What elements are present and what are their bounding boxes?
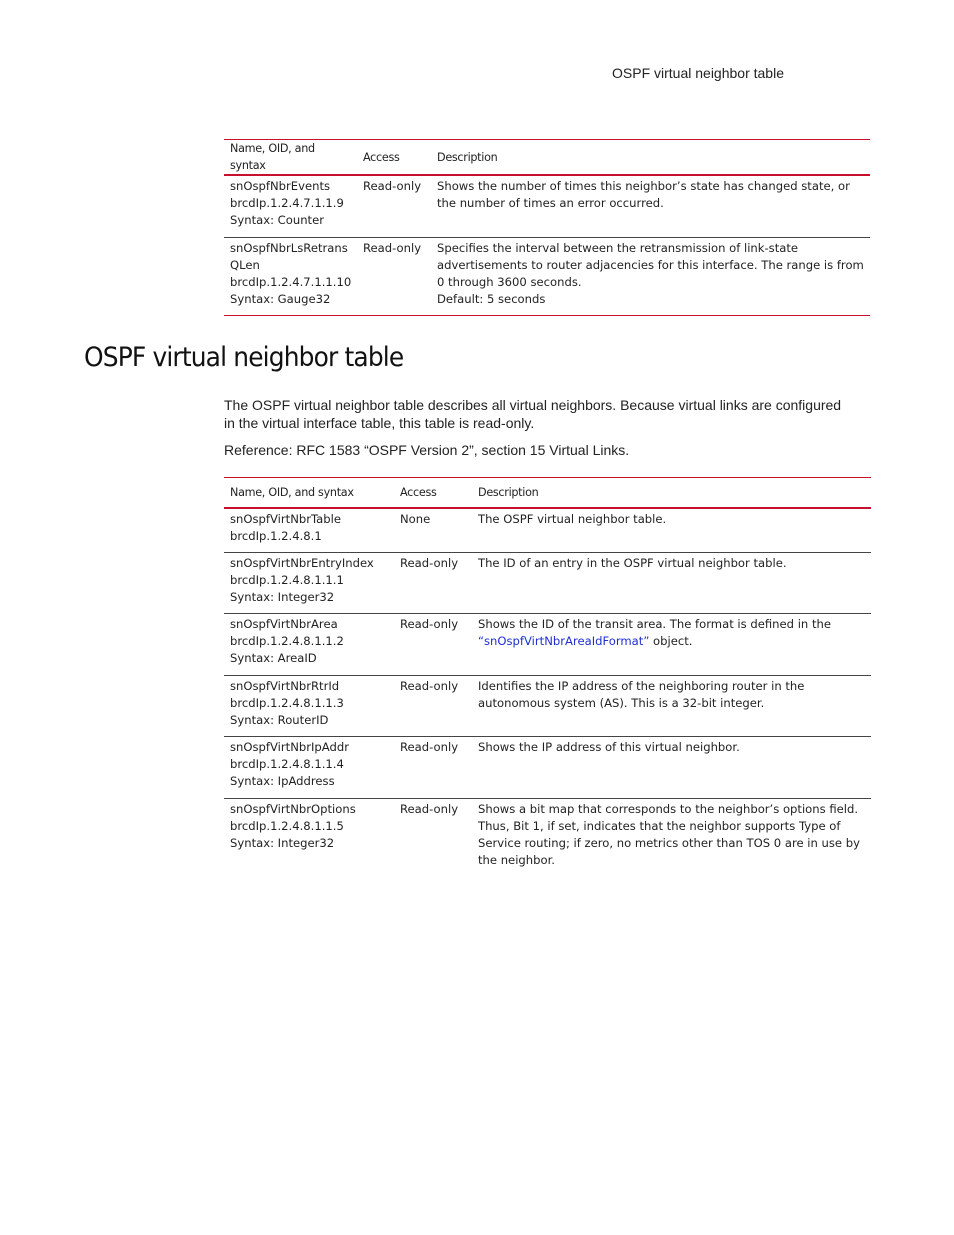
object-syntax: Syntax: AreaID <box>230 650 317 665</box>
table-row <box>224 675 871 736</box>
table-row <box>224 736 871 798</box>
cell-access: Read-only <box>394 736 472 798</box>
object-oid: brcdIp.1.2.4.8.1.1.5 <box>230 818 344 833</box>
description-text: Shows the ID of the transit area. The format is defined in the <box>478 616 831 631</box>
object-name: snOspfNbrEvents <box>230 179 331 193</box>
cell-access: Read-only <box>357 237 431 315</box>
cell-description: The OSPF virtual neighbor table. <box>472 508 871 552</box>
cross-reference-link[interactable]: “snOspfVirtNbrAreaIdFormat” <box>478 633 650 648</box>
object-name: snOspfVirtNbrArea <box>230 616 338 631</box>
object-oid: brcdIp.1.2.4.8.1.1.1 <box>230 572 344 587</box>
table-header-row <box>224 478 871 509</box>
object-name: snOspfVirtNbrRtrId <box>230 678 340 693</box>
cell-description <box>431 237 870 315</box>
cell-description: Shows a bit map that corresponds to the neighbor’s options field. Thus, Bit 1, if set, indicates that the neighbor supports Type of Service routing; if zero, no metrics other than TOS 0 are in use by the neighbor. <box>478 801 860 867</box>
mib-table-neighbor <box>224 139 870 316</box>
object-syntax: Syntax: Gauge32 <box>230 291 331 306</box>
object-name-continued: QLen <box>230 257 260 272</box>
object-name: snOspfVirtNbrEntryIndex <box>230 555 374 570</box>
cell-name <box>224 237 357 315</box>
cell-description: Identifies the IP address of the neighboring router in the autonomous system (AS). This is a 32-bit integer. <box>472 675 871 736</box>
cell-description <box>472 613 871 675</box>
intro-paragraph: The OSPF virtual neighbor table describes all virtual neighbors. Because virtual links are configured in the virtual interface table, this table is read-only. <box>224 397 842 431</box>
cell-description: The ID of an entry in the OSPF virtual neighbor table. <box>472 552 871 613</box>
column-header-description: Description <box>431 140 870 176</box>
table-row <box>224 798 871 875</box>
table-row <box>224 175 870 237</box>
cell-name <box>224 675 394 736</box>
cell-access: Read-only <box>400 801 459 816</box>
cell-access: Read-only <box>394 613 472 675</box>
cell-name <box>224 613 394 675</box>
object-oid: brcdIp.1.2.4.8.1.1.4 <box>230 756 344 771</box>
table-row <box>224 552 871 613</box>
cell-name <box>224 552 394 613</box>
mib-table-virtual-neighbor <box>224 477 871 875</box>
table-row <box>224 508 871 552</box>
object-syntax: Syntax: Integer32 <box>230 835 335 850</box>
object-oid: brcdIp.1.2.4.8.1 <box>230 529 322 543</box>
cell-name <box>224 175 357 237</box>
object-name: snOspfVirtNbrTable <box>230 512 341 526</box>
column-header-access: Access <box>394 478 472 509</box>
column-header-name: Name, OID, and syntax <box>224 140 357 176</box>
reference-paragraph: Reference: RFC 1583 “OSPF Version 2”, section 15 Virtual Links. <box>224 442 630 458</box>
object-syntax: Syntax: RouterID <box>230 712 329 727</box>
object-name: snOspfVirtNbrOptions <box>230 801 356 816</box>
description-text-end: object. <box>649 633 693 648</box>
cell-access: None <box>394 508 472 552</box>
column-header-access: Access <box>357 140 431 176</box>
cell-name <box>224 508 394 552</box>
object-oid: brcdIp.1.2.4.7.1.1.10 <box>230 274 352 289</box>
description-text: Specifies the interval between the retransmission of link-state advertisements to router adjacencies for this interface. The range is from 0 through 3600 seconds. <box>437 240 864 289</box>
table-row <box>224 613 871 675</box>
object-oid: brcdIp.1.2.4.8.1.1.2 <box>230 633 344 648</box>
column-header-name: Name, OID, and syntax <box>224 478 394 509</box>
cell-description: Shows the number of times this neighbor’s state has changed state, or the number of times an error occurred. <box>431 175 870 237</box>
cell-access: Read-only <box>394 552 472 613</box>
cell-description: Shows the IP address of this virtual neighbor. <box>472 736 871 798</box>
running-header-title: OSPF virtual neighbor table <box>612 65 784 81</box>
table-header-row <box>224 140 870 176</box>
object-name: snOspfNbrLsRetrans <box>230 240 348 255</box>
cell-access: Read-only <box>357 175 431 237</box>
object-name: snOspfVirtNbrIpAddr <box>230 739 349 754</box>
section-title: OSPF virtual neighbor table <box>84 342 404 373</box>
column-header-description: Description <box>472 478 871 509</box>
cell-access: Read-only <box>394 675 472 736</box>
object-syntax: Syntax: Counter <box>230 213 325 227</box>
object-oid: brcdIp.1.2.4.7.1.1.9 <box>230 196 344 210</box>
object-syntax: Syntax: IpAddress <box>230 773 335 788</box>
cell-name <box>224 736 394 798</box>
table-row <box>224 237 870 315</box>
description-default: Default: 5 seconds <box>437 291 546 306</box>
cell-name <box>224 798 394 875</box>
object-syntax: Syntax: Integer32 <box>230 589 335 604</box>
object-oid: brcdIp.1.2.4.8.1.1.3 <box>230 695 344 710</box>
